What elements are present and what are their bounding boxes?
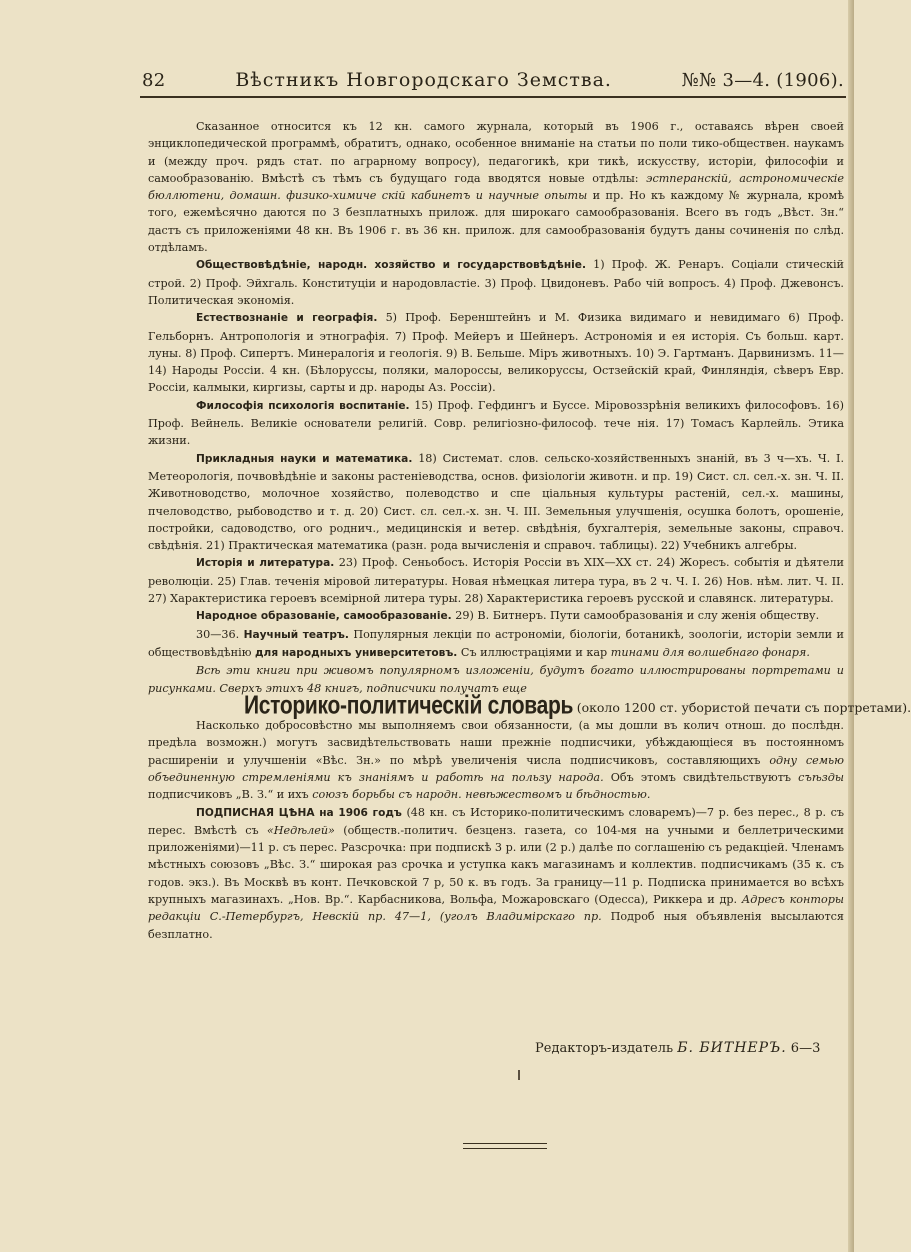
page-number: 82 (142, 69, 166, 91)
section-paragraph: Народное образованіе, самообразованіе. 29) В. Битнеръ. Пути самообразованія и слу женія обществу. (196, 609, 820, 623)
section-heading: Народное образованіе, самообразованіе. (196, 610, 452, 623)
print-code: 6—3 (790, 1041, 821, 1056)
article-body (148, 118, 911, 943)
running-header (142, 64, 844, 96)
editor-name: Б. БИТНЕРЪ. (677, 1040, 787, 1056)
dictionary-title: Историко-политическій словарь (244, 690, 574, 720)
section-paragraph: Философія психологія воспитаніе. 15) Проф. Гефдингъ и Буссе. Міровоззрѣнія великихъ философовъ. 16) Проф. Вейнель. Великіе основатели религій. Совр. религіозно-философ. тече нія. 17) Томасъ Карлейль. Этика жизни. (148, 398, 845, 448)
section-heading: Исторія и литература. (196, 557, 335, 570)
theatre-heading: Научный театръ. (243, 628, 349, 641)
subscription-heading: ПОДПИСНАЯ ЦѢНА на 1906 годъ (196, 806, 402, 819)
page-spine-edge (848, 0, 854, 1252)
section-paragraph: Естествознаніе и географія. 5) Проф. Беренштейнъ и М. Физика видимаго и невидимаго 6) Проф. Гельборнъ. Антропологія и этнографія. 7) Проф. Мейеръ и Шейнеръ. Астрономія и ея исторія. Съ больш. карт. луны. 8) Проф. Сипертъ. Минералогія и геологія. 9) В. Бельше. Міръ животныхъ. 10) Э. Гартманъ. Дарвинизмъ. 11—14) Народы Россіи. 4 кн. (Бѣлоруссы, поляки, малороссы, великоруссы, Остзейскій край, Финляндія, сѣверъ Евр. Россіи, калмыки, киргизы, сарты и др. народы Аз. Россіи). (148, 311, 844, 395)
subscription-paragraph: ПОДПИСНАЯ ЦѢНА на 1906 годъ (48 кн. съ Историко-политическимъ словаремъ)—7 р. без перес., 8 р. съ перес. Вмѣстѣ съ «Недѣлей» (обществ.-политич. безценз. газета, со 104-мя на учными и беллетрическими приложеніями)—11 р. съ перес. Разсрочка: при подпискѣ 3 р. или (2 р.) далѣе по соглашенію съ редакціей. Членамъ мѣстныхъ союзовъ „Вѣс. З.“ широкая раз срочка и уступка какъ магазинамъ и коллектив. подписчикамъ (35 к. съ годов. экз.). Въ Москвѣ въ конт. Печковской 7 р, 50 к. въ годъ. За границу—11 р. Подписка принимается во всѣхъ крупныхъ магазинахъ. „Нов. Вр.“. Карбасникова, Вольфа, Можаровскаго (Одесса), Риккера и др. Адресъ конторы редакціи С.-Петербургъ, Невскій пр. 47—1, (уголъ Владимірскаго пр. Подроб ныя объявленія высылаются безплатно. (148, 805, 844, 941)
editor-signature: Редакторъ-издатель Б. БИТНЕРЪ. 6—3 (535, 1040, 821, 1056)
section-heading: Прикладныя науки и математика. (196, 452, 413, 465)
illustrated-note: Всѣ эти книги при живомъ популярномъ изложеніи, будутъ богато иллюстрированы портретами и рисунками. Сверхъ этихъ 48 книгъ, подписчики получатъ еще (148, 664, 844, 695)
end-double-rule (463, 1143, 547, 1149)
header-rule (140, 96, 846, 98)
intro-emphasis: эстперанскій, астрономическіе бюллютени, домашн. физико-химиче скій кабинетъ и научные опыты (148, 171, 844, 203)
journal-title: Вѣстникъ Новгородскаго Земства. (235, 69, 612, 91)
ink-mark (518, 1070, 520, 1080)
issue-number: №№ 3—4. (1906). (681, 69, 844, 91)
section-heading: Философія психологія воспитаніе. (196, 399, 410, 412)
section-heading: Обществовѣдѣніе, народн. хозяйство и государствовѣдѣніе. (196, 259, 586, 272)
theatre-paragraph: 30—36. Научный театръ. Популярныя лекціи по астрономіи, біологіи, ботаникѣ, зоологіи, исторіи земли и обществовѣдѣнію для народныхъ университетовъ. Съ иллюстраціями и кар тинами для волшебнаго фонаря. (148, 627, 844, 659)
dictionary-title-line: Историко-политическій словарь (около 1200 ст. убористой печати съ портретами). (148, 697, 844, 717)
section-paragraph: Прикладныя науки и математика. 18) Системат. слов. сельско-хозяйственныхъ знаній, въ 3 ч—хъ. Ч. I. Метеорологія, почвовѣдѣніе и законы растеніеводства, основ. физіологіи животн. и пр. 19) Сист. сл. сел.-х. зн. Ч. II. Животноводство, молочное хозяйство, полеводство и спе ціальныя культуры растеній, сел.-х. машины, пчеловодство, рыбоводство и т. д. 20) Сист. сл. сел.-х. зн. Ч. III. Земельныя улучшенія, осушка болотъ, орошеніе, постройки, садоводство, ого роднич., медицинскія и ветер. свѣдѣнія, бухгалтерія, земельные законы, справоч. свѣдѣнія. 21) Практическая математика (разн. рода вычисленія и справоч. таблицы). 22) Учебникъ алгебры. (148, 451, 844, 553)
office-address: Адресъ конторы редакціи С.-Петербургъ, Невскій пр. 47—1, (уголъ Владимірскаго пр. (148, 893, 844, 924)
section-paragraph: Исторія и литература. 23) Проф. Сеньобосъ. Исторія Россіи въ XIX—XX ст. 24) Жоресъ. событія и дѣятели революціи. 25) Глав. теченія міровой литературы. Новая нѣмецкая литера тура, въ 2 ч. Ч. I. 26) Нов. нѣм. лит. Ч. II. 27) Характеристика героевъ всемірной литера туры. 28) Характеристика героевъ русской и славянск. литературы. (148, 556, 844, 606)
section-paragraph: Обществовѣдѣніе, народн. хозяйство и государствовѣдѣніе. 1) Проф. Ж. Ренаръ. Соціали стическій строй. 2) Проф. Эйхгаль. Конституціи и народовластіе. 3) Проф. Цвидоневъ. Рабо чій вопросъ. 4) Проф. Джевонсъ. Политическая экономія. (148, 258, 844, 307)
dictionary-paragraph: Насколько добросовѣстно мы выполняемъ свои обязанности, (а мы дошли въ колич отнош. до послѣдн. предѣла возможн.) могутъ засвидѣтельствовать наши прежніе подписчики, убѣждающіеся въ постоянномъ расширеніи и улучшеніи «Вѣс. Зн.» по мѣрѣ увеличенія числа подписчиковъ, составляющихъ одну семью объединенную стремленіями къ знаніямъ и работѣ на пользу народа. Объ этомъ свидѣтельствуютъ съѣзды подписчиковъ „В. З.“ и ихъ союзъ борьбы съ народн. невѣжествомъ и бѣдностью. (148, 719, 845, 802)
intro-paragraph: Сказанное относится къ 12 кн. самого журнала, который въ 1906 г., оставаясь вѣрен своей энциклопедической программѣ, обратитъ, однако, особенное вниманіе на статьи по поли тико-обществен. наукамъ и (между проч. рядъ стат. по аграрному вопросу), педагогикѣ, кри тикѣ, искусству, исторіи, философіи и самообразованію. Вмѣстѣ съ тѣмъ съ будущаго года вводятся новые отдѣлы: эстперанскій, астрономическіе бюллютени, домашн. физико-химиче скій кабинетъ и научные опыты и пр. Но къ каждому № журнала, кромѣ того, ежемѣсячно даются по 3 безплатныхъ прилож. для широкаго самообразованія. Всего въ годъ „Вѣст. Зн.“ дастъ съ приложеніями 48 кн. Въ 1906 г. въ 36 кн. прилож. для самообразованія будутъ даны сочиненія по слѣд. отдѣламъ. (148, 120, 844, 255)
section-heading: Естествознаніе и географія. (196, 312, 378, 325)
